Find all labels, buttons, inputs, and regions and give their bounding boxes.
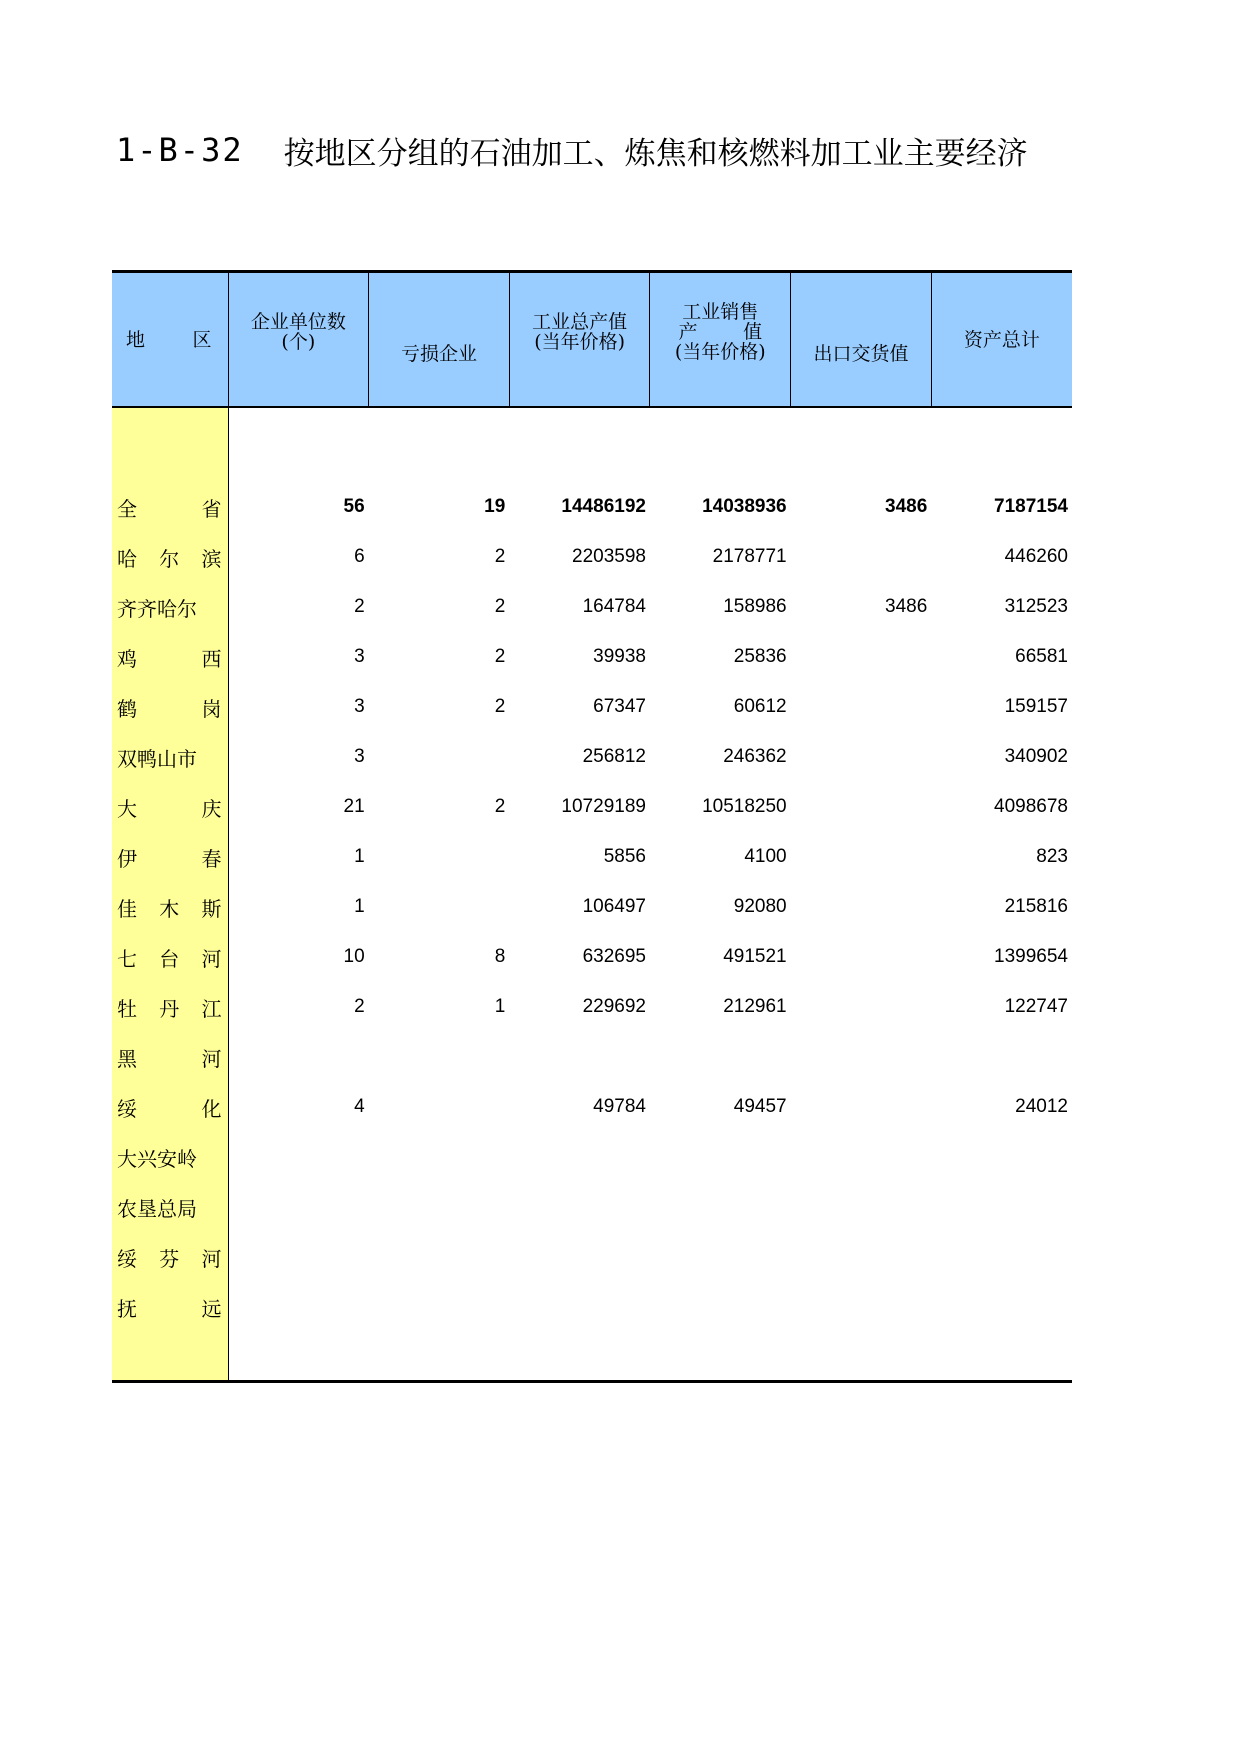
loss-making-cell xyxy=(369,1082,510,1132)
region-cell: 鹤 岗 xyxy=(112,682,228,732)
table-row xyxy=(112,1182,1072,1232)
sales-output-cell xyxy=(650,1182,791,1232)
enterprises-cell: 2 xyxy=(354,596,365,617)
total-assets-cell: 312523 xyxy=(1004,596,1068,617)
region-cell: 农垦总局 xyxy=(112,1182,228,1232)
export-value-cell xyxy=(791,832,932,882)
export-value-cell xyxy=(791,732,932,782)
loss-making-cell: 8 xyxy=(494,946,506,967)
gross-output-cell: 39938 xyxy=(593,646,646,667)
table-row xyxy=(112,782,1072,832)
gross-output-cell: 256812 xyxy=(582,746,646,767)
enterprises-cell xyxy=(228,1132,369,1182)
region-cell: 鸡 西 xyxy=(112,632,228,682)
region-cell: 全 省 xyxy=(112,482,228,532)
export-value-cell xyxy=(791,882,932,932)
enterprises-cell: 4 xyxy=(354,1096,365,1117)
total-assets-cell: 66581 xyxy=(1015,646,1068,667)
gross-output-cell xyxy=(509,1182,650,1232)
region-cell: 绥 芬 河 xyxy=(112,1232,228,1282)
region-cell: 齐齐哈尔 xyxy=(112,582,228,632)
sales-output-cell: 92080 xyxy=(733,896,787,917)
gross-output-cell: 49784 xyxy=(593,1096,646,1117)
loss-making-cell xyxy=(369,1032,510,1082)
gross-output-cell: 2203598 xyxy=(572,546,646,567)
region-cell: 黑 河 xyxy=(112,1032,228,1082)
header-export-value: 出口交货值 xyxy=(791,272,932,408)
enterprises-cell: 6 xyxy=(354,546,365,567)
total-assets-cell: 159157 xyxy=(1004,696,1068,717)
loss-making-cell: 2 xyxy=(494,596,506,617)
total-assets-cell: 823 xyxy=(1036,846,1068,867)
table-row xyxy=(112,1032,1072,1082)
table-row xyxy=(112,1132,1072,1182)
export-value-cell xyxy=(791,782,932,832)
sales-output-cell: 60612 xyxy=(733,696,787,717)
loss-making-cell xyxy=(369,1232,510,1282)
table-row xyxy=(112,832,1072,882)
sales-output-cell: 491521 xyxy=(723,946,787,967)
total-assets-cell xyxy=(931,1132,1072,1182)
sales-output-cell xyxy=(650,1282,791,1332)
table-row xyxy=(112,532,1072,582)
gross-output-cell: 229692 xyxy=(582,996,646,1017)
loss-making-cell xyxy=(369,1182,510,1232)
region-cell: 牡 丹 江 xyxy=(112,982,228,1032)
gross-output-cell: 632695 xyxy=(582,946,646,967)
sales-output-cell: 14038936 xyxy=(702,496,787,517)
region-cell: 七 台 河 xyxy=(112,932,228,982)
region-cell: 抚 远 xyxy=(112,1282,228,1332)
spacer-row xyxy=(112,407,1072,482)
gross-output-cell: 106497 xyxy=(582,896,646,917)
gross-output-cell: 67347 xyxy=(593,696,646,717)
loss-making-cell xyxy=(369,882,510,932)
loss-making-cell xyxy=(369,1132,510,1182)
header-row xyxy=(112,272,1072,408)
region-cell: 绥 化 xyxy=(112,1082,228,1132)
loss-making-cell xyxy=(369,832,510,882)
statistics-table xyxy=(112,270,1072,1383)
total-assets-cell: 446260 xyxy=(1004,546,1068,567)
total-assets-cell xyxy=(931,1032,1072,1082)
export-value-cell xyxy=(791,982,932,1032)
export-value-cell xyxy=(791,532,932,582)
table-row xyxy=(112,1082,1072,1132)
export-value-cell xyxy=(791,1232,932,1282)
export-value-cell xyxy=(791,1032,932,1082)
enterprises-cell xyxy=(228,1032,369,1082)
table-row xyxy=(112,582,1072,632)
region-cell: 双鸭山市 xyxy=(112,732,228,782)
header-region: 地 区 xyxy=(112,272,228,408)
enterprises-cell xyxy=(228,1232,369,1282)
enterprises-cell xyxy=(228,1182,369,1232)
table-row xyxy=(112,682,1072,732)
loss-making-cell: 2 xyxy=(494,696,506,717)
gross-output-cell: 10729189 xyxy=(561,796,646,817)
enterprises-cell: 2 xyxy=(354,996,365,1017)
gross-output-cell: 5856 xyxy=(603,846,646,867)
header-total-assets: 资产总计 xyxy=(931,272,1072,408)
loss-making-cell: 19 xyxy=(484,496,506,517)
sales-output-cell: 25836 xyxy=(733,646,787,667)
header-loss-making: 亏损企业 xyxy=(369,272,510,408)
export-value-cell xyxy=(791,1282,932,1332)
gross-output-cell: 164784 xyxy=(582,596,646,617)
total-assets-cell xyxy=(931,1182,1072,1232)
header-gross-output: 工业总产值 (当年价格) xyxy=(509,272,650,408)
region-cell: 伊 春 xyxy=(112,832,228,882)
loss-making-cell: 1 xyxy=(494,996,506,1017)
sales-output-cell: 246362 xyxy=(723,746,787,767)
table-row xyxy=(112,632,1072,682)
sales-output-cell: 4100 xyxy=(744,846,787,867)
table-row xyxy=(112,1232,1072,1282)
total-assets-cell: 24012 xyxy=(1015,1096,1068,1117)
enterprises-cell: 3 xyxy=(354,746,365,767)
sales-output-cell xyxy=(650,1232,791,1282)
region-cell: 大兴安岭 xyxy=(112,1132,228,1182)
table-code: 1-B-32 xyxy=(116,131,244,169)
enterprises-cell: 1 xyxy=(354,846,365,867)
report-title xyxy=(116,128,1028,172)
sales-output-cell: 10518250 xyxy=(702,796,787,817)
export-value-cell xyxy=(791,1182,932,1232)
total-assets-cell: 215816 xyxy=(1004,896,1068,917)
total-assets-cell: 340902 xyxy=(1004,746,1068,767)
loss-making-cell: 2 xyxy=(494,796,506,817)
total-assets-cell: 4098678 xyxy=(994,796,1068,817)
gross-output-cell xyxy=(509,1232,650,1282)
gross-output-cell: 14486192 xyxy=(561,496,646,517)
gross-output-cell xyxy=(509,1032,650,1082)
header-sales-output: 工业销售 产 值 (当年价格) xyxy=(650,272,791,408)
table-row xyxy=(112,1282,1072,1332)
table-body xyxy=(112,407,1072,1382)
enterprises-cell xyxy=(228,1282,369,1332)
enterprises-cell: 3 xyxy=(354,696,365,717)
region-cell: 哈 尔 滨 xyxy=(112,532,228,582)
table-row xyxy=(112,482,1072,532)
loss-making-cell: 2 xyxy=(494,546,506,567)
total-assets-cell xyxy=(931,1232,1072,1282)
loss-making-cell xyxy=(369,732,510,782)
header-enterprises: 企业单位数 (个) xyxy=(228,272,369,408)
gross-output-cell xyxy=(509,1132,650,1182)
enterprises-cell: 10 xyxy=(343,946,365,967)
export-value-cell: 3486 xyxy=(885,496,928,517)
export-value-cell xyxy=(791,932,932,982)
enterprises-cell: 21 xyxy=(343,796,365,817)
export-value-cell xyxy=(791,632,932,682)
total-assets-cell: 1399654 xyxy=(994,946,1068,967)
gross-output-cell xyxy=(509,1282,650,1332)
total-assets-cell xyxy=(931,1282,1072,1332)
sales-output-cell: 2178771 xyxy=(712,546,787,567)
sales-output-cell xyxy=(650,1032,791,1082)
spacer-row xyxy=(112,1332,1072,1382)
export-value-cell: 3486 xyxy=(885,596,928,617)
export-value-cell xyxy=(791,1082,932,1132)
sales-output-cell: 49457 xyxy=(733,1096,787,1117)
table-row xyxy=(112,882,1072,932)
table-title: 按地区分组的石油加工、炼焦和核燃料加工业主要经济 xyxy=(283,135,1028,172)
table-row xyxy=(112,732,1072,782)
sales-output-cell: 212961 xyxy=(723,996,787,1017)
enterprises-cell: 56 xyxy=(343,496,365,517)
export-value-cell xyxy=(791,682,932,732)
table-row xyxy=(112,932,1072,982)
loss-making-cell xyxy=(369,1282,510,1332)
table-row xyxy=(112,982,1072,1032)
export-value-cell xyxy=(791,1132,932,1182)
enterprises-cell: 1 xyxy=(354,896,365,917)
sales-output-cell xyxy=(650,1132,791,1182)
total-assets-cell: 7187154 xyxy=(994,496,1068,517)
total-assets-cell: 122747 xyxy=(1004,996,1068,1017)
sales-output-cell: 158986 xyxy=(723,596,787,617)
region-cell: 佳 木 斯 xyxy=(112,882,228,932)
loss-making-cell: 2 xyxy=(494,646,506,667)
statistics-table-container xyxy=(112,270,1072,1383)
region-cell: 大 庆 xyxy=(112,782,228,832)
enterprises-cell: 3 xyxy=(354,646,365,667)
